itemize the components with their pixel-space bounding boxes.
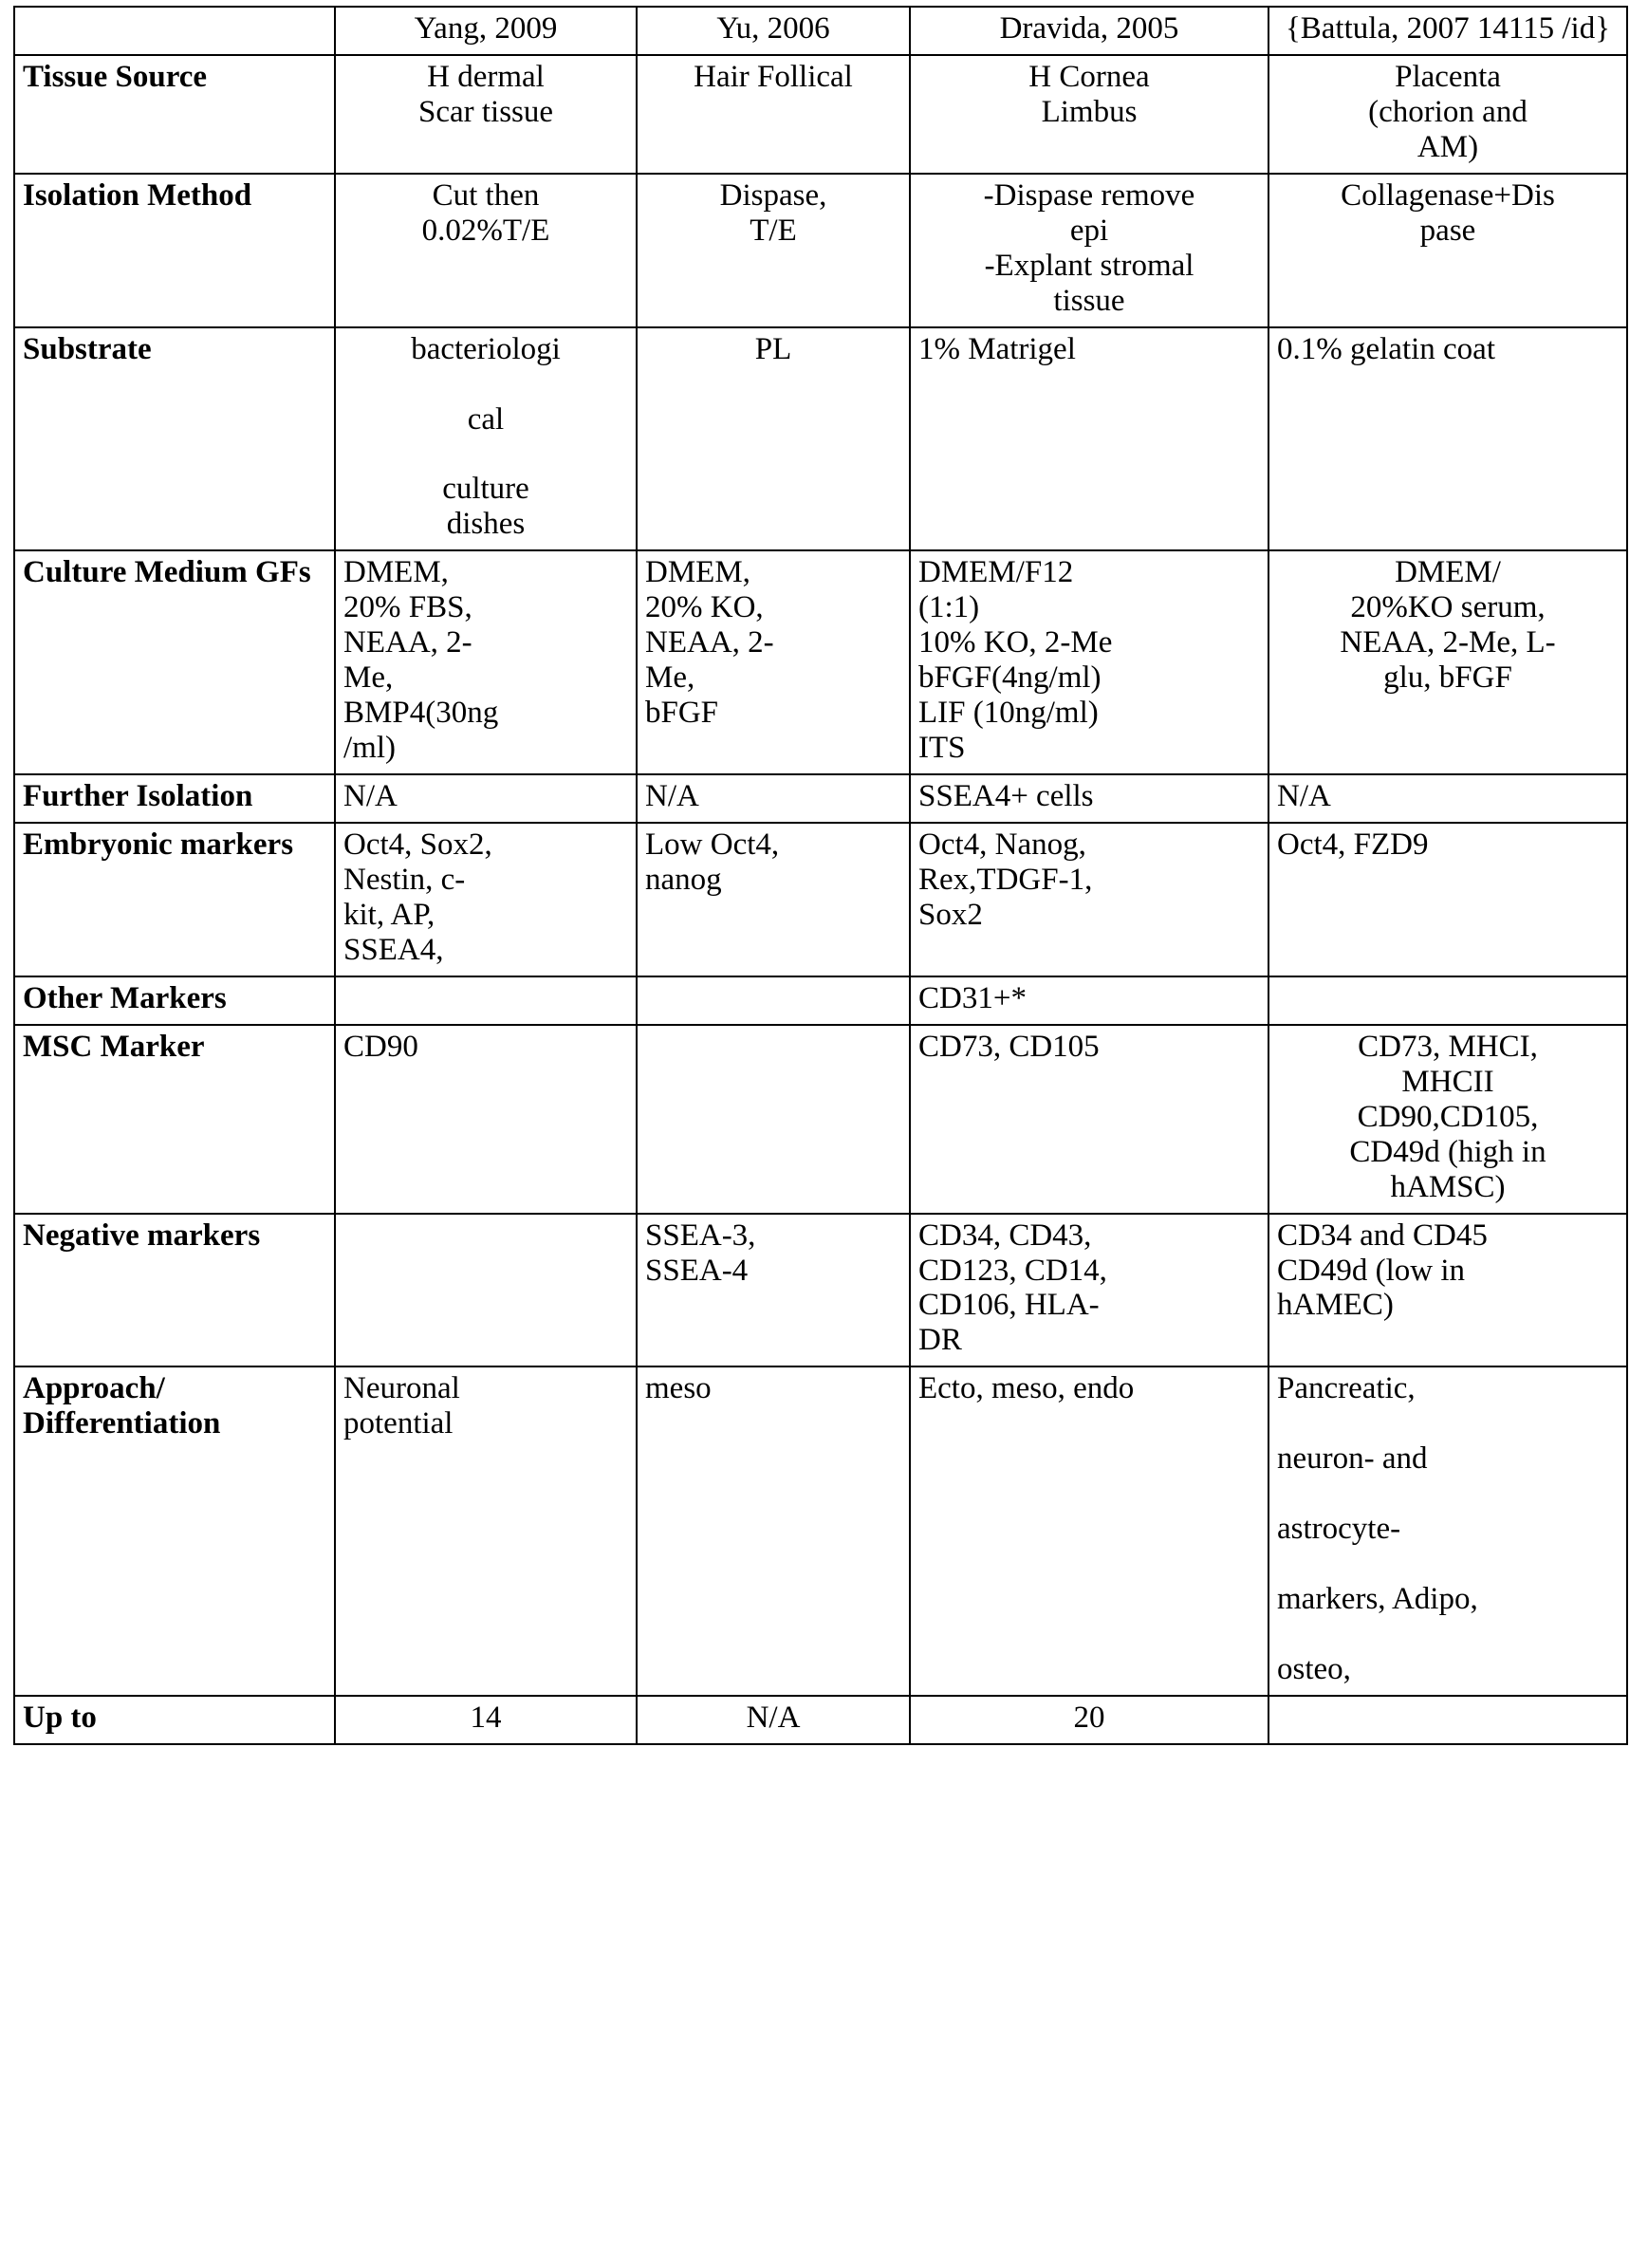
cell-culture-medium-dravida: DMEM/F12 (1:1) 10% KO, 2-Me bFGF(4ng/ml) LIF (10ng/ml) ITS (910, 550, 1268, 774)
cell-further-isolation-yu: N/A (637, 774, 910, 823)
column-header-yang: Yang, 2009 (335, 7, 637, 55)
cell-approach-yang: Neuronal potential (335, 1366, 637, 1696)
cell-up-to-battula (1268, 1696, 1627, 1744)
cell-tissue-source-yang: H dermal Scar tissue (335, 55, 637, 174)
table-row (14, 55, 1627, 174)
row-label-approach-differentiation: Approach/ Differentiation (14, 1366, 335, 1696)
row-label-other-markers: Other Markers (14, 976, 335, 1025)
table-row (14, 976, 1627, 1025)
cell-up-to-yu: N/A (637, 1696, 910, 1744)
table-row (14, 327, 1627, 551)
cell-other-markers-yu (637, 976, 910, 1025)
cell-msc-marker-dravida: CD73, CD105 (910, 1025, 1268, 1214)
cell-tissue-source-yu: Hair Follical (637, 55, 910, 174)
cell-isolation-method-dravida: -Dispase remove epi -Explant stromal tissue (910, 174, 1268, 327)
cell-negative-markers-yang (335, 1214, 637, 1367)
cell-approach-dravida: Ecto, meso, endo (910, 1366, 1268, 1696)
table-row (14, 774, 1627, 823)
cell-culture-medium-battula: DMEM/ 20%KO serum, NEAA, 2-Me, L- glu, bFGF (1268, 550, 1627, 774)
table-row (14, 174, 1627, 327)
row-label-isolation-method: Isolation Method (14, 174, 335, 327)
cell-negative-markers-dravida: CD34, CD43, CD123, CD14, CD106, HLA- DR (910, 1214, 1268, 1367)
cell-embryonic-markers-yu: Low Oct4, nanog (637, 823, 910, 976)
cell-other-markers-battula (1268, 976, 1627, 1025)
cell-further-isolation-dravida: SSEA4+ cells (910, 774, 1268, 823)
cell-substrate-dravida: 1% Matrigel (910, 327, 1268, 551)
table-row (14, 1025, 1627, 1214)
cell-msc-marker-yu (637, 1025, 910, 1214)
cell-embryonic-markers-yang: Oct4, Sox2, Nestin, c- kit, AP, SSEA4, (335, 823, 637, 976)
cell-isolation-method-yu: Dispase, T/E (637, 174, 910, 327)
row-label-culture-medium-gfs: Culture Medium GFs (14, 550, 335, 774)
table-header-row (14, 7, 1627, 55)
cell-up-to-dravida: 20 (910, 1696, 1268, 1744)
cell-further-isolation-battula: N/A (1268, 774, 1627, 823)
cell-msc-marker-yang: CD90 (335, 1025, 637, 1214)
row-label-up-to: Up to (14, 1696, 335, 1744)
row-label-msc-marker: MSC Marker (14, 1025, 335, 1214)
cell-substrate-battula: 0.1% gelatin coat (1268, 327, 1627, 551)
table-row (14, 1696, 1627, 1744)
table-row (14, 550, 1627, 774)
column-header-battula: {Battula, 2007 14115 /id} (1268, 7, 1627, 55)
cell-negative-markers-battula: CD34 and CD45 CD49d (low in hAMEC) (1268, 1214, 1627, 1367)
column-header-yu: Yu, 2006 (637, 7, 910, 55)
row-label-substrate: Substrate (14, 327, 335, 551)
cell-embryonic-markers-battula: Oct4, FZD9 (1268, 823, 1627, 976)
column-header-dravida: Dravida, 2005 (910, 7, 1268, 55)
cell-tissue-source-battula: Placenta (chorion and AM) (1268, 55, 1627, 174)
cell-culture-medium-yu: DMEM, 20% KO, NEAA, 2- Me, bFGF (637, 550, 910, 774)
row-label-negative-markers: Negative markers (14, 1214, 335, 1367)
cell-msc-marker-battula: CD73, MHCI, MHCII CD90,CD105, CD49d (high in hAMSC) (1268, 1025, 1627, 1214)
cell-negative-markers-yu: SSEA-3, SSEA-4 (637, 1214, 910, 1367)
cell-approach-yu: meso (637, 1366, 910, 1696)
cell-embryonic-markers-dravida: Oct4, Nanog, Rex,TDGF-1, Sox2 (910, 823, 1268, 976)
cell-tissue-source-dravida: H Cornea Limbus (910, 55, 1268, 174)
cell-isolation-method-yang: Cut then 0.02%T/E (335, 174, 637, 327)
cell-approach-battula: Pancreatic, neuron- and astrocyte- markers, Adipo, osteo, (1268, 1366, 1627, 1696)
table-row (14, 823, 1627, 976)
cell-other-markers-yang (335, 976, 637, 1025)
row-label-tissue-source: Tissue Source (14, 55, 335, 174)
cell-culture-medium-yang: DMEM, 20% FBS, NEAA, 2- Me, BMP4(30ng /ml) (335, 550, 637, 774)
row-label-embryonic-markers: Embryonic markers (14, 823, 335, 976)
cell-substrate-yang: bacteriologi cal culture dishes (335, 327, 637, 551)
comparison-table (13, 6, 1628, 1745)
cell-other-markers-dravida: CD31+* (910, 976, 1268, 1025)
cell-isolation-method-battula: Collagenase+Dis pase (1268, 174, 1627, 327)
cell-further-isolation-yang: N/A (335, 774, 637, 823)
table-row (14, 1366, 1627, 1696)
table-row (14, 1214, 1627, 1367)
row-label-further-isolation: Further Isolation (14, 774, 335, 823)
cell-substrate-yu: PL (637, 327, 910, 551)
table-corner-cell (14, 7, 335, 55)
cell-up-to-yang: 14 (335, 1696, 637, 1744)
